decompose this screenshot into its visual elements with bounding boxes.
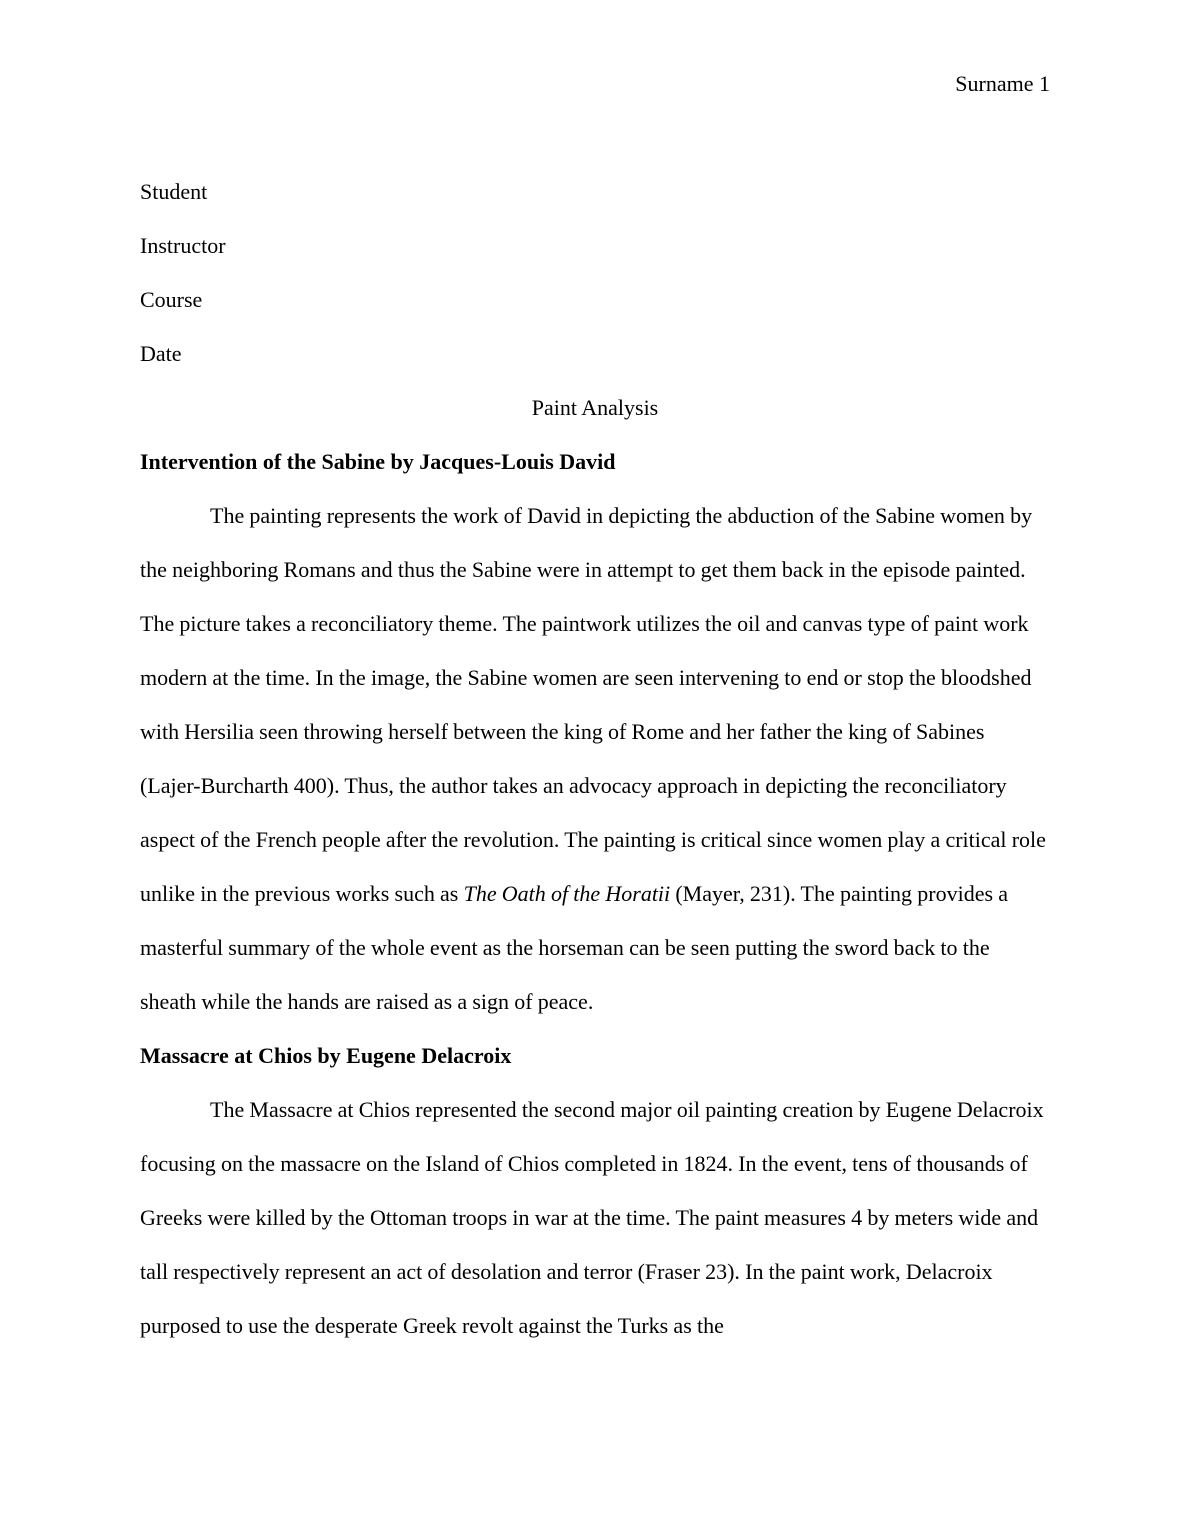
document-body: [140, 165, 1050, 1353]
paragraph-chios: The Massacre at Chios represented the second major oil painting creation by Eugene Delacroix focusing on the massacre on the Island of Chios completed in 1824. In the event, tens of thousands of Greeks were killed by the Ottoman troops in war at the time. The paint measures 4 by meters wide and tall respectively represent an act of desolation and terror (Fraser 23). In the paint work, Delacroix purposed to use the desperate Greek revolt against the Turks as the: [140, 1097, 1044, 1338]
course-line: Course: [140, 287, 203, 312]
page-header-surname: Surname 1: [955, 71, 1050, 96]
instructor-line: Instructor: [140, 233, 226, 258]
student-line: Student: [140, 179, 208, 204]
paragraph-sabine-text-2: (Mayer, 231). The painting provides a masterful summary of the whole event as the horseman can be seen putting the sword back to the sheath while the hands are raised as a sign of peace.: [140, 881, 1008, 1014]
section-heading-sabine: Intervention of the Sabine by Jacques-Louis David: [140, 449, 616, 474]
italic-work-title: The Oath of the Horatii: [463, 881, 671, 906]
page-title: Paint Analysis: [531, 395, 659, 420]
date-line: Date: [140, 341, 182, 366]
paragraph-sabine-text-1: The painting represents the work of David in depicting the abduction of the Sabine women by the neighboring Romans and thus the Sabine were in attempt to get them back in the episode painted. The picture takes a reconciliatory theme. The paintwork utilizes the oil and canvas type of paint work modern at the time. In the image, the Sabine women are seen intervening to end or stop the bloodshed with Hersilia seen throwing herself between the king of Rome and her father the king of Sabines (Lajer-Burcharth 400). Thus, the author takes an advocacy approach in depicting the reconciliatory aspect of the French people after the revolution. The painting is critical since women play a critical role unlike in the previous works such as: [140, 503, 1046, 906]
paragraph-sabine: [140, 489, 1050, 1029]
section-heading-chios: Massacre at Chios by Eugene Delacroix: [140, 1043, 512, 1068]
